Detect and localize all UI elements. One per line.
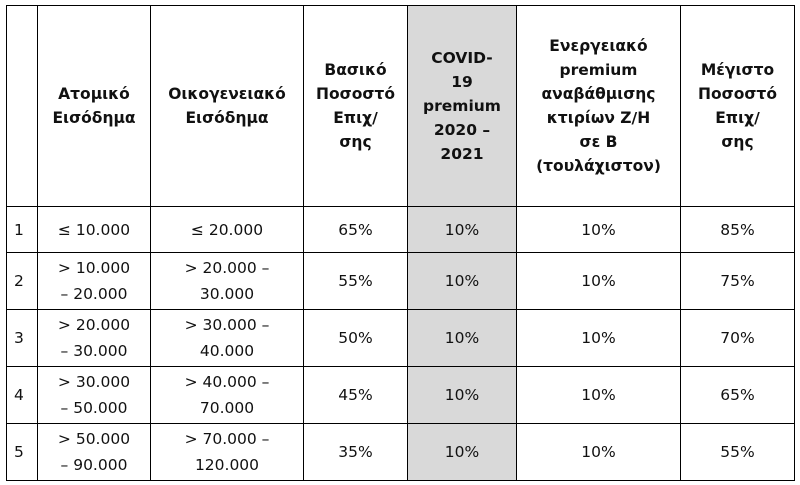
family-income-cell: > 70.000 – 120.000 — [151, 424, 304, 481]
row-index: 1 — [7, 207, 38, 253]
subsidy-table-container — [6, 5, 795, 481]
table-row — [7, 207, 795, 253]
base-rate-cell: 50% — [304, 310, 408, 367]
header-row — [7, 6, 795, 207]
max-rate-cell: 70% — [681, 310, 795, 367]
covid-premium-cell: 10% — [408, 207, 517, 253]
individual-income-cell: > 30.000 – 50.000 — [38, 367, 151, 424]
family-income-cell: > 20.000 – 30.000 — [151, 253, 304, 310]
max-rate-cell: 85% — [681, 207, 795, 253]
family-income-cell: > 40.000 – 70.000 — [151, 367, 304, 424]
individual-income-cell: ≤ 10.000 — [38, 207, 151, 253]
header-energy-premium: Ενεργειακό premium αναβάθμισης κτιρίων Ζ/Η σε Β (τουλάχιστον) — [517, 6, 681, 207]
energy-premium-cell: 10% — [517, 207, 681, 253]
max-rate-cell: 65% — [681, 367, 795, 424]
table-row — [7, 253, 795, 310]
energy-premium-cell: 10% — [517, 424, 681, 481]
family-income-cell: > 30.000 – 40.000 — [151, 310, 304, 367]
individual-income-cell: > 50.000 – 90.000 — [38, 424, 151, 481]
header-covid-premium: COVID- 19 premium 2020 – 2021 — [408, 6, 517, 207]
header-index — [7, 6, 38, 207]
base-rate-cell: 65% — [304, 207, 408, 253]
base-rate-cell: 35% — [304, 424, 408, 481]
subsidy-rates-table — [6, 5, 795, 481]
max-rate-cell: 55% — [681, 424, 795, 481]
energy-premium-cell: 10% — [517, 367, 681, 424]
max-rate-cell: 75% — [681, 253, 795, 310]
family-income-cell: ≤ 20.000 — [151, 207, 304, 253]
row-index: 5 — [7, 424, 38, 481]
energy-premium-cell: 10% — [517, 310, 681, 367]
header-family-income: Οικογενειακό Εισόδημα — [151, 6, 304, 207]
row-index: 4 — [7, 367, 38, 424]
energy-premium-cell: 10% — [517, 253, 681, 310]
row-index: 2 — [7, 253, 38, 310]
header-individual-income: Ατομικό Εισόδημα — [38, 6, 151, 207]
individual-income-cell: > 10.000 – 20.000 — [38, 253, 151, 310]
table-row — [7, 424, 795, 481]
covid-premium-cell: 10% — [408, 367, 517, 424]
table-row — [7, 310, 795, 367]
covid-premium-cell: 10% — [408, 253, 517, 310]
base-rate-cell: 55% — [304, 253, 408, 310]
base-rate-cell: 45% — [304, 367, 408, 424]
covid-premium-cell: 10% — [408, 310, 517, 367]
table-row — [7, 367, 795, 424]
header-base-rate: Βασικό Ποσοστό Επιχ/ σης — [304, 6, 408, 207]
individual-income-cell: > 20.000 – 30.000 — [38, 310, 151, 367]
header-max-rate: Μέγιστο Ποσοστό Επιχ/ σης — [681, 6, 795, 207]
row-index: 3 — [7, 310, 38, 367]
covid-premium-cell: 10% — [408, 424, 517, 481]
